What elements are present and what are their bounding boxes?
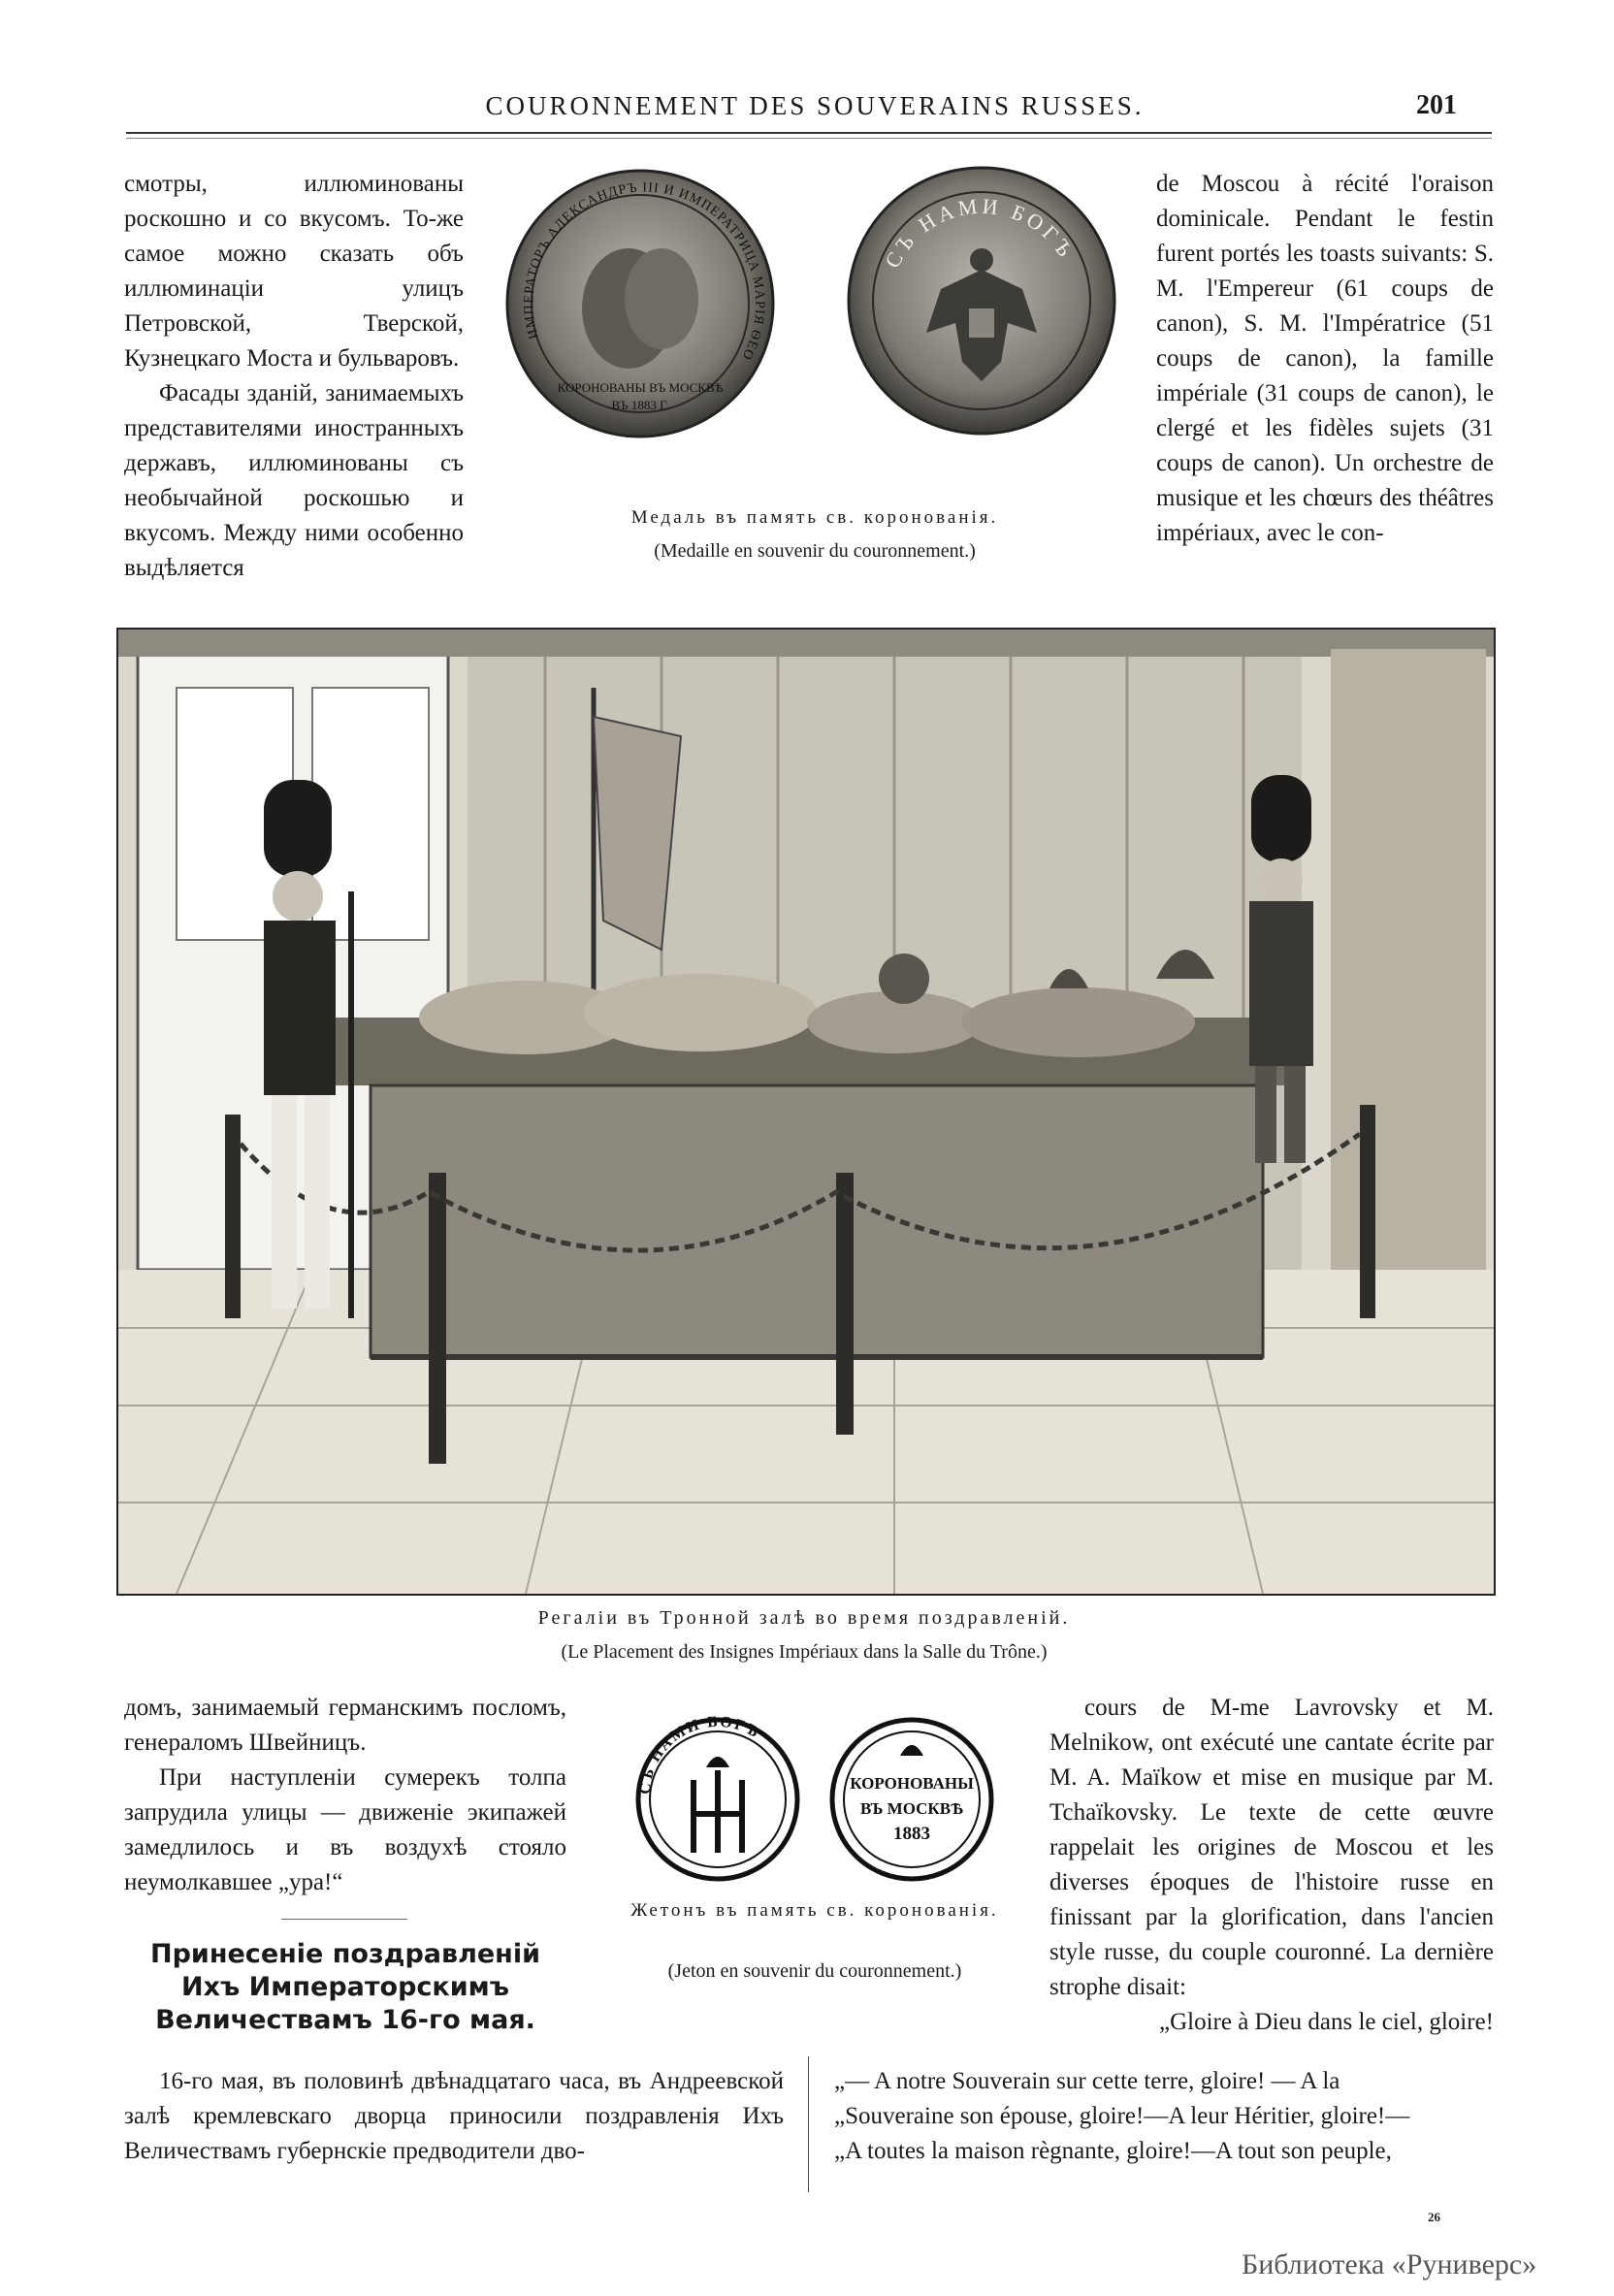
page-number: 201 <box>1416 90 1457 120</box>
bottom-left-column <box>124 1691 566 1900</box>
orb-icon <box>879 954 929 1004</box>
medal-caption-ru: Медаль въ память св. коронованія. <box>630 507 999 528</box>
jeton-right-line-2: ВЪ МОСКВѢ <box>859 1799 964 1818</box>
jeton-right-line-3: 1883 <box>893 1824 930 1844</box>
signature-folio: 26 <box>1428 2210 1440 2224</box>
regalia-engraving <box>116 628 1496 1596</box>
medal-figure <box>485 163 1125 444</box>
library-watermark: Библиотека «Руниверс» <box>1242 2248 1537 2280</box>
quote-line: „Souveraine son épouse, gloire!—A leur Héritier, gloire!— <box>834 2103 1410 2129</box>
medal-obverse-bottom-1: КОРОНОВАНЫ ВЪ МОСКВѢ <box>557 380 724 395</box>
jeton-left-legend: СЪ НАМИ БОГЪ <box>636 1713 763 1795</box>
section-divider <box>281 1919 407 1920</box>
quote-line: „Gloire à Dieu dans le ciel, gloire! <box>1159 2009 1494 2035</box>
header-rule-thin <box>126 138 1492 139</box>
paragraph: смотры, иллюминованы роскошно и со вкусомъ. То-же самое можно сказать объ иллюминаціи улицъ Петровской, Тверской, Кузнецкаго Моста и бульваровъ. <box>124 171 464 372</box>
medal-reverse-legend: СЪ НАМИ БОГЪ <box>879 193 1080 273</box>
jeton-caption-ru: Жетонъ въ память св. коронованія. <box>630 1900 999 1921</box>
jeton-caption-fr: (Jeton en souvenir du couronnement.) <box>667 1960 962 1982</box>
top-right-column <box>1156 167 1494 551</box>
throne-hall-illustration <box>118 630 1494 1594</box>
bottom-right-column <box>1049 1691 1494 2040</box>
paragraph: Фасады зданій, занимаемыхъ представителями иностранныхъ державъ, иллюминованы съ необычайной роскошью и вкусомъ. Между ними особенно выдѣляется <box>124 380 464 581</box>
jeton-figure <box>621 1707 1009 1882</box>
paragraph: домъ, занимаемый германскимъ посломъ, генераломъ Швейницъ. <box>124 1695 566 1756</box>
medal-image <box>485 163 1125 444</box>
medal-obverse-legend: ИМПЕРАТОРЪ АЛЕКСАНДРЪ III И ИМПЕРАТРИЦА МАРІЯ ѲЕО <box>522 180 767 362</box>
bottom-paragraph: 16-го мая, въ половинѣ двѣнадцатаго часа, въ Андреевской залѣ кремлевскаго дворца приносили поздравленія Ихъ Величествамъ губернскіе предводители дво- <box>124 2068 784 2164</box>
jeton-right <box>832 1720 991 1879</box>
engraving-caption-ru: Регаліи въ Тронной залѣ во время поздравленій. <box>537 1607 1071 1629</box>
paragraph: При наступленіи сумерекъ толпа запрудила улицы — движеніе экипажей замедлилось и въ воздухѣ стояло неумолкавшее „ура!“ <box>124 1764 566 1895</box>
engraving-caption-fr: (Le Placement des Insignes Impériaux dans la Salle du Trône.) <box>561 1641 1048 1663</box>
medal-obverse-bottom-2: ВЪ 1883 Г. <box>611 398 669 412</box>
jeton-right-line-1: КОРОНОВАНЫ <box>850 1774 974 1793</box>
paragraph: cours de M-me Lavrovsky et M. Melnikow, ont exécuté une cantate écrite par M. A. Maïkow et mise en musique par M. Tchaïkovsky. Le texte de cette œuvre rappelait les origines de Moscou et les diverses époques de l'histoire russe en finissant par la glorification, dans l'ancien style russe, du couple couronné. La dernière strophe disait: <box>1049 1695 1494 2000</box>
quote-line: „A toutes la maison règnante, gloire!—A tout son peuple, <box>834 2138 1392 2164</box>
header-rule <box>126 132 1492 134</box>
medal-reverse <box>849 168 1114 434</box>
jeton-left <box>637 1714 797 1879</box>
medal-caption-fr: (Medaille en souvenir du couronnement.) <box>654 540 976 562</box>
medal-obverse <box>485 163 773 437</box>
column-divider <box>808 2056 809 2192</box>
running-header: COURONNEMENT DES SOUVERAINS RUSSES. <box>485 91 1145 120</box>
top-left-column <box>124 167 464 586</box>
quote-line: „— A notre Souverain sur cette terre, gloire! — A la <box>834 2068 1340 2094</box>
paragraph: de Moscou à récité l'oraison dominicale. Pendant le festin furent portés les toasts suivants: S. M. l'Empereur (61 coups de canon), S. M. l'Impératrice (51 coups de canon), la famille impériale (31 coups de canon), le clergé et les fidèles sujets (31 coups de canon). Un orchestre de musique et les chœurs des théâtres impériaux, avec le con- <box>1156 171 1494 546</box>
section-heading: Принесеніе поздравленій Ихъ Императорскимъ Величествамъ 16-го мая. <box>150 1939 540 2035</box>
cantate-quote <box>834 2064 1494 2169</box>
jeton-image <box>621 1707 1009 1882</box>
